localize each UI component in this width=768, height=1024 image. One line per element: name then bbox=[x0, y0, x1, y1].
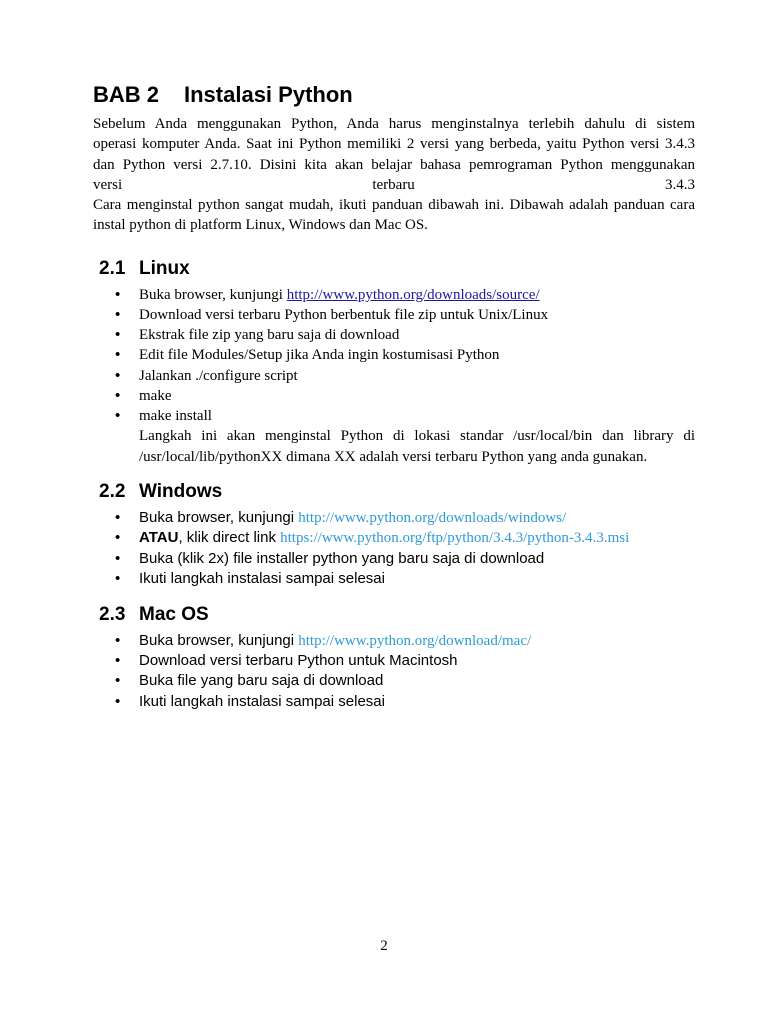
list-item bbox=[93, 508, 695, 528]
list-item bbox=[93, 631, 695, 651]
list-item bbox=[93, 386, 695, 406]
list-item-text: , klik direct link bbox=[178, 529, 281, 547]
list-item bbox=[93, 569, 695, 589]
list-item bbox=[93, 406, 695, 426]
list-item-text: Ekstrak file zip yang baru saja di download bbox=[139, 327, 400, 344]
list-item-text: Buka browser, kunjungi bbox=[139, 509, 299, 527]
linux-source-link[interactable]: http://www.python.org/downloads/source/ bbox=[286, 286, 540, 303]
list-item-text: Jalankan ./configure script bbox=[139, 367, 298, 384]
intro-line: Sebelum Anda menggunakan Python, Anda harus menginstalnya terlebih dahulu di sistem bbox=[93, 116, 695, 132]
note-line: Langkah ini akan menginstal Python di lokasi standar /usr/local/bin dan library di bbox=[139, 428, 695, 445]
bullet: • bbox=[115, 407, 121, 424]
list-item bbox=[93, 366, 695, 386]
section-heading-windows bbox=[93, 481, 695, 503]
bullet: • bbox=[115, 305, 121, 323]
bullet: • bbox=[115, 692, 121, 710]
section-number: 2.2 bbox=[99, 481, 126, 503]
list-item bbox=[93, 305, 695, 325]
bullet: • bbox=[115, 672, 121, 690]
linux-steps-list bbox=[93, 285, 695, 426]
list-item bbox=[93, 692, 695, 712]
bullet: • bbox=[115, 346, 121, 364]
bullet: • bbox=[115, 632, 121, 650]
bullet: • bbox=[115, 386, 121, 404]
list-item-text: Ikuti langkah instalasi sampai selesai bbox=[139, 692, 385, 710]
mac-download-link[interactable]: http://www.python.org/download/mac/ bbox=[298, 633, 532, 650]
list-item-text: Buka browser, kunjungi bbox=[139, 632, 299, 650]
windows-steps-list bbox=[93, 508, 695, 589]
bullet: • bbox=[115, 549, 121, 567]
intro-line: dan Python versi 2.7.10. Disini kita akan belajar bahasa pemrograman Python menggunakan bbox=[93, 156, 695, 173]
section-heading-mac bbox=[93, 604, 695, 626]
list-item bbox=[93, 651, 695, 671]
list-item bbox=[93, 345, 695, 365]
intro-line: versi terbaru 3.4.3 bbox=[93, 176, 695, 193]
section-heading-linux bbox=[93, 258, 695, 280]
list-item-text: Download versi terbaru Python berbentuk file zip untuk Unix/Linux bbox=[139, 306, 549, 323]
chapter-title: Instalasi Python bbox=[184, 82, 353, 107]
section-number: 2.1 bbox=[99, 257, 126, 279]
list-item bbox=[93, 285, 695, 305]
list-item-text: make bbox=[139, 387, 172, 404]
bullet: • bbox=[115, 285, 121, 303]
bullet: • bbox=[115, 366, 121, 384]
section-title: Windows bbox=[139, 481, 223, 503]
list-item-text: Buka browser, kunjungi bbox=[139, 286, 287, 303]
list-item bbox=[93, 528, 695, 548]
list-item-text: Buka (klik 2x) file installer python yang baru saja di download bbox=[139, 549, 545, 567]
list-item-text: Ikuti langkah instalasi sampai selesai bbox=[139, 569, 385, 587]
document-page bbox=[93, 82, 695, 712]
section-title: Mac OS bbox=[139, 604, 209, 626]
mac-steps-list bbox=[93, 631, 695, 712]
windows-direct-link[interactable]: https://www.python.org/ftp/python/3.4.3/python-3.4.3.msi bbox=[280, 530, 630, 547]
list-item bbox=[93, 325, 695, 345]
intro-line: instal python di platform Linux, Windows dan Mac OS. bbox=[93, 217, 428, 234]
list-item-text: Buka file yang baru saja di download bbox=[139, 672, 384, 690]
bullet: • bbox=[115, 652, 121, 670]
intro-paragraph bbox=[93, 114, 695, 236]
bullet: • bbox=[115, 509, 121, 527]
windows-download-link[interactable]: http://www.python.org/downloads/windows/ bbox=[298, 510, 567, 527]
note-line: /usr/local/lib/pythonXX dimana XX adalah versi terbaru Python yang anda gunakan. bbox=[139, 448, 648, 465]
bullet: • bbox=[115, 326, 121, 344]
bullet: • bbox=[115, 569, 121, 587]
intro-line: operasi komputer Anda. Saat ini Python memiliki 2 versi yang berbeda, yaitu Python versi 3.4.3 bbox=[93, 136, 695, 153]
chapter-number: BAB 2 bbox=[93, 82, 160, 107]
list-item-text: make install bbox=[139, 408, 212, 424]
list-item bbox=[93, 549, 695, 569]
chapter-heading bbox=[93, 82, 695, 108]
list-item-text: Download versi terbaru Python untuk Macintosh bbox=[139, 652, 458, 670]
list-item-text: Edit file Modules/Setup jika Anda ingin kostumisasi Python bbox=[139, 347, 500, 364]
page-number: 2 bbox=[380, 938, 388, 954]
list-item bbox=[93, 671, 695, 691]
section-number: 2.3 bbox=[99, 604, 126, 626]
linux-install-note bbox=[139, 426, 695, 467]
intro-line: Cara menginstal python sangat mudah, ikuti panduan dibawah ini. Dibawah adalah panduan cara bbox=[93, 197, 695, 214]
bullet: • bbox=[115, 529, 121, 547]
section-title: Linux bbox=[139, 257, 190, 279]
atau-label: ATAU bbox=[139, 529, 179, 547]
